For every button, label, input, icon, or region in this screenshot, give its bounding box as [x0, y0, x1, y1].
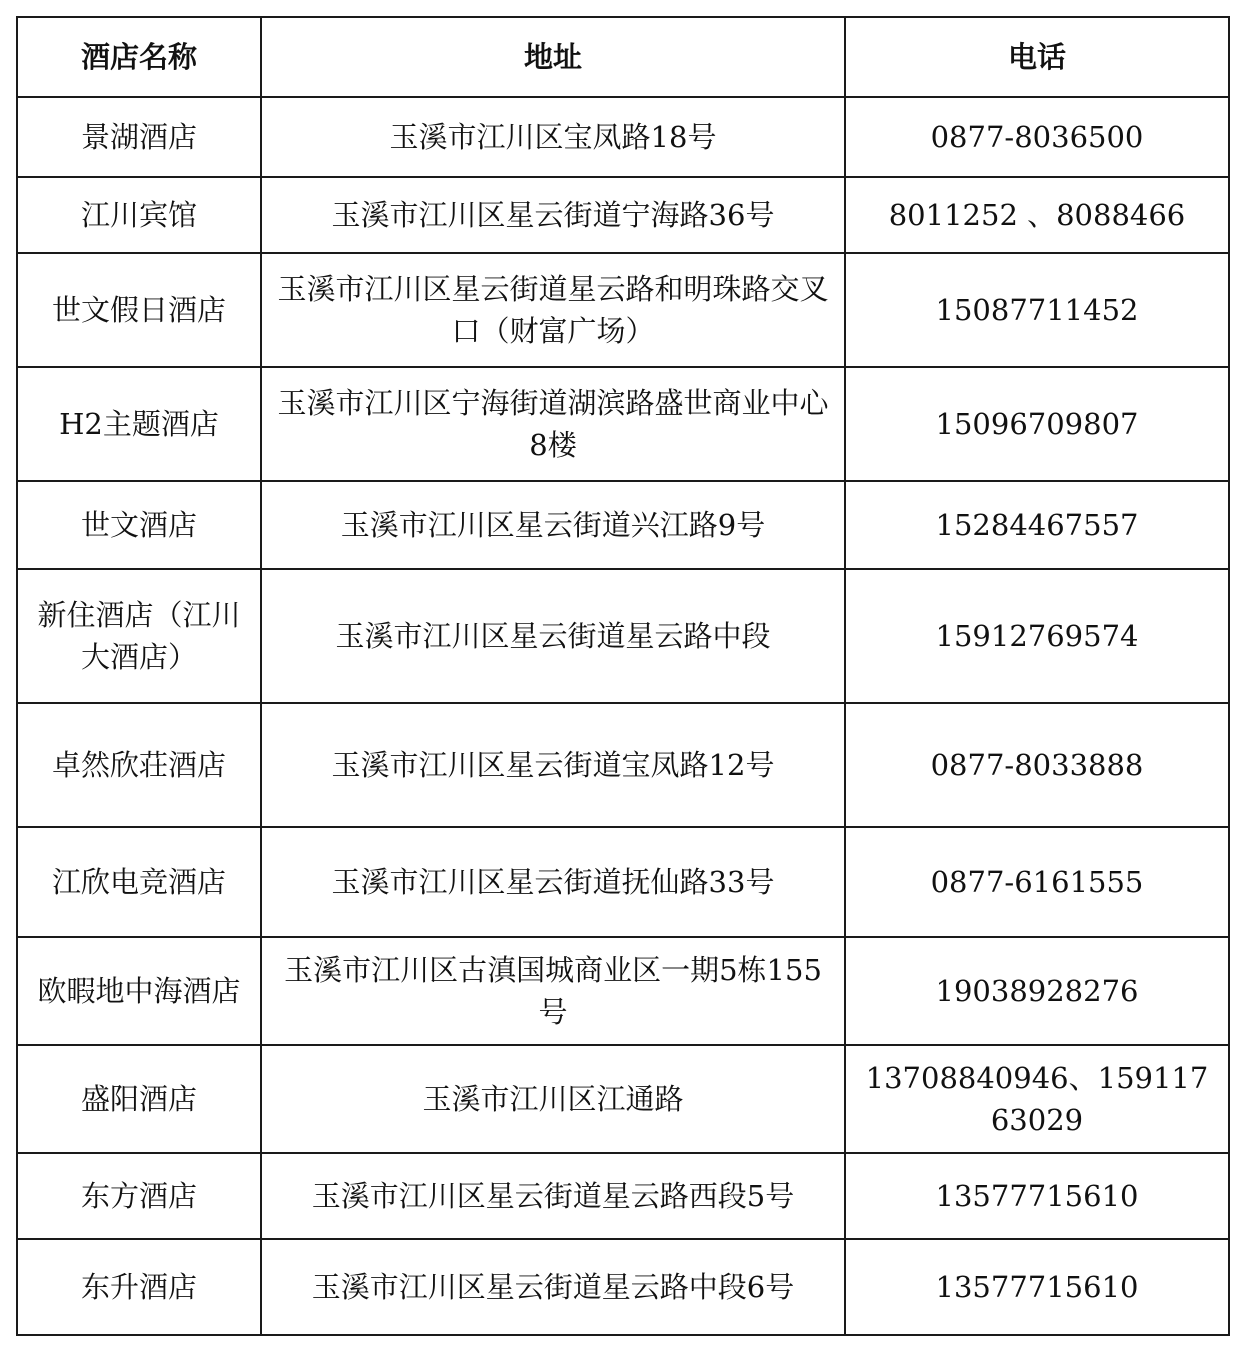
table-row: [17, 937, 1229, 1045]
hotel-name: 景湖酒店: [17, 97, 261, 177]
hotel-name: 江川宾馆: [17, 177, 261, 253]
hotel-name: 东升酒店: [17, 1239, 261, 1335]
hotel-phone: 13577715610: [845, 1239, 1229, 1335]
hotel-address: 玉溪市江川区江通路: [261, 1045, 845, 1153]
hotel-name: 盛阳酒店: [17, 1045, 261, 1153]
hotel-phone: 15912769574: [845, 569, 1229, 703]
hotel-address: 玉溪市江川区星云街道星云路中段6号: [261, 1239, 845, 1335]
header-address: 地址: [261, 17, 845, 97]
table-row: [17, 1239, 1229, 1335]
hotel-address: 玉溪市江川区星云街道星云路和明珠路交叉口（财富广场）: [261, 253, 845, 367]
hotel-name: H2主题酒店: [17, 367, 261, 481]
hotel-address: 玉溪市江川区星云街道抚仙路33号: [261, 827, 845, 937]
table-row: [17, 97, 1229, 177]
hotel-address: 玉溪市江川区星云街道星云路中段: [261, 569, 845, 703]
hotel-name: 世文假日酒店: [17, 253, 261, 367]
hotel-phone: 15284467557: [845, 481, 1229, 569]
hotel-phone: 15087711452: [845, 253, 1229, 367]
table-row: [17, 177, 1229, 253]
header-hotel-name: 酒店名称: [17, 17, 261, 97]
hotel-name: 世文酒店: [17, 481, 261, 569]
hotel-address: 玉溪市江川区星云街道兴江路9号: [261, 481, 845, 569]
hotel-address: 玉溪市江川区星云街道宁海路36号: [261, 177, 845, 253]
table-row: [17, 1153, 1229, 1239]
hotel-address: 玉溪市江川区宝凤路18号: [261, 97, 845, 177]
table-row: [17, 569, 1229, 703]
table-row: [17, 827, 1229, 937]
hotel-phone: 0877-8036500: [845, 97, 1229, 177]
hotel-phone: 19038928276: [845, 937, 1229, 1045]
hotel-name: 新住酒店（江川大酒店）: [17, 569, 261, 703]
table-row: [17, 367, 1229, 481]
hotel-name: 东方酒店: [17, 1153, 261, 1239]
table-row: [17, 703, 1229, 827]
hotel-address: 玉溪市江川区星云街道星云路西段5号: [261, 1153, 845, 1239]
hotel-table: [16, 16, 1230, 1336]
table-header-row: [17, 17, 1229, 97]
hotel-phone: 13577715610: [845, 1153, 1229, 1239]
hotel-phone: 13708840946、15911763029: [845, 1045, 1229, 1153]
hotel-name: 卓然欣荘酒店: [17, 703, 261, 827]
hotel-name: 江欣电竞酒店: [17, 827, 261, 937]
table-row: [17, 253, 1229, 367]
table-row: [17, 1045, 1229, 1153]
hotel-phone: 0877-6161555: [845, 827, 1229, 937]
hotel-phone: 0877-8033888: [845, 703, 1229, 827]
header-phone: 电话: [845, 17, 1229, 97]
table-row: [17, 481, 1229, 569]
hotel-name: 欧暇地中海酒店: [17, 937, 261, 1045]
hotel-address: 玉溪市江川区古滇国城商业区一期5栋155号: [261, 937, 845, 1045]
hotel-address: 玉溪市江川区星云街道宝凤路12号: [261, 703, 845, 827]
hotel-phone: 15096709807: [845, 367, 1229, 481]
hotel-address: 玉溪市江川区宁海街道湖滨路盛世商业中心8楼: [261, 367, 845, 481]
hotel-phone: 8011252 、8088466: [845, 177, 1229, 253]
